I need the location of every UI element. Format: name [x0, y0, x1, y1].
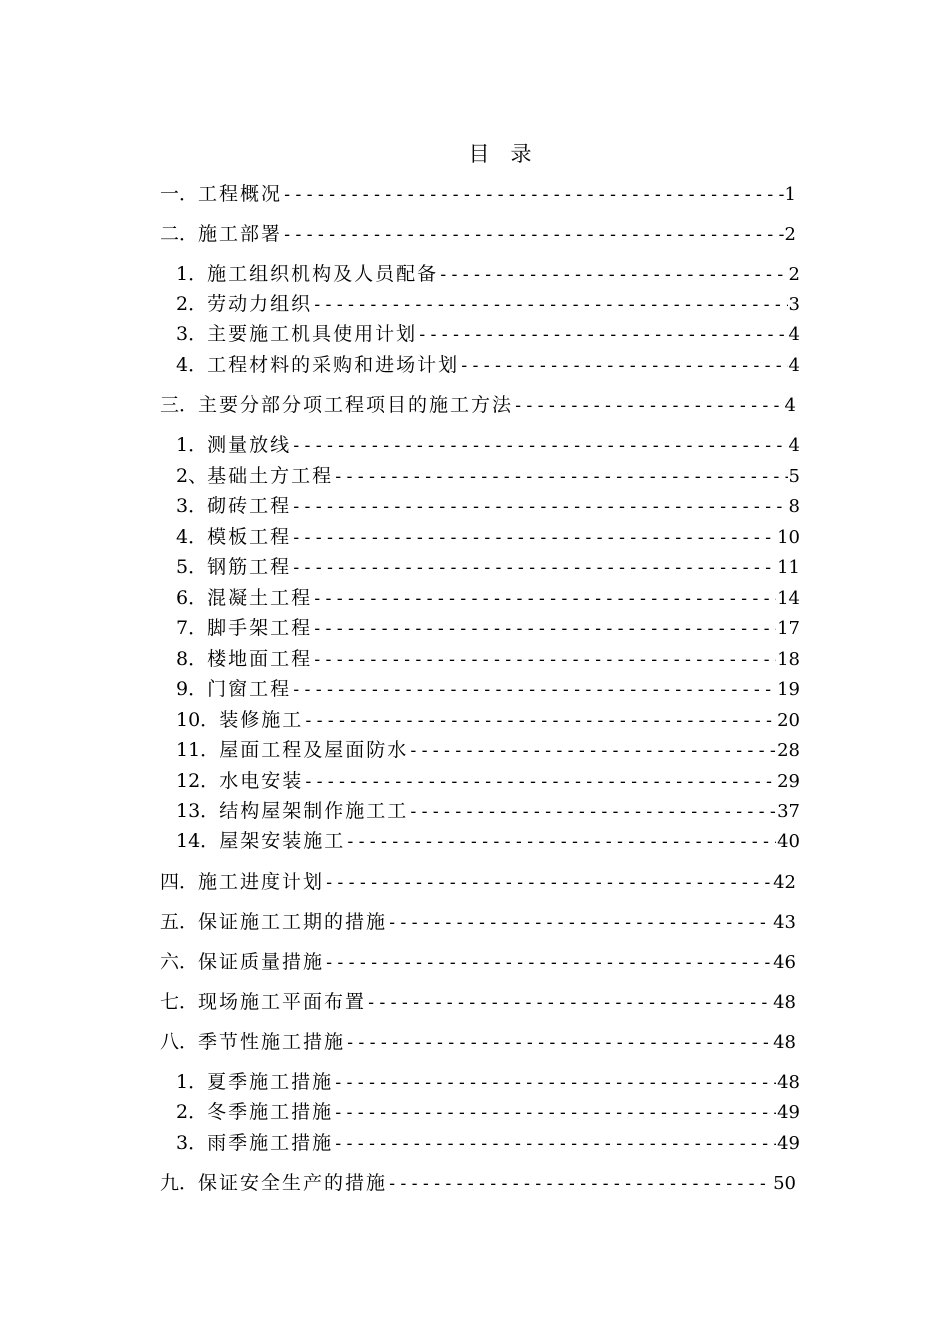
toc-dot-leader [312, 585, 776, 613]
toc-page-number: 50 [773, 1173, 796, 1194]
toc-entry-title: 混凝土工程 [207, 587, 313, 609]
toc-entry-number: 1． [176, 1071, 208, 1093]
toc-page-number: 40 [777, 831, 800, 852]
toc-entry[interactable] [176, 290, 800, 318]
toc-page-number: 19 [777, 679, 800, 700]
toc-entry[interactable] [160, 180, 796, 208]
toc-entry-number: 2、 [176, 465, 208, 487]
toc-entry-title: 保证质量措施 [198, 951, 325, 973]
toc-entry-title: 楼地面工程 [207, 648, 313, 670]
toc-entry[interactable] [160, 948, 796, 976]
toc-entry-title: 保证安全生产的措施 [198, 1172, 388, 1194]
toc-entry[interactable] [160, 868, 796, 896]
toc-entry-title: 工程概况 [198, 183, 283, 205]
toc-page-number: 29 [777, 771, 800, 792]
toc-entry[interactable] [176, 584, 800, 612]
toc-dot-leader [291, 524, 776, 552]
toc-dot-leader [387, 1170, 772, 1198]
toc-entry-title: 主要施工机具使用计划 [207, 323, 418, 345]
toc-entry-title: 施工进度计划 [198, 871, 325, 893]
toc-entry-number: 13． [176, 800, 220, 822]
toc-entry-title: 钢筋工程 [207, 556, 292, 578]
toc-entry-number: 一． [160, 183, 199, 205]
toc-page-number: 8 [788, 496, 800, 517]
toc-entry-number: 12． [176, 770, 220, 792]
toc-page-number: 18 [777, 649, 800, 670]
toc-entry[interactable] [160, 391, 796, 419]
toc-dot-leader [408, 798, 776, 826]
toc-entry[interactable] [176, 675, 800, 703]
toc-entry[interactable] [160, 908, 796, 936]
toc-page-number: 48 [777, 1072, 800, 1093]
toc-entry[interactable] [176, 767, 800, 795]
toc-entry-number: 3． [176, 323, 208, 345]
toc-dot-leader [333, 1069, 776, 1097]
toc-entry-title: 雨季施工措施 [207, 1132, 334, 1154]
toc-dot-leader [459, 352, 787, 380]
toc-entry-title: 季节性施工措施 [198, 1031, 346, 1053]
toc-dot-leader [312, 615, 776, 643]
toc-entry[interactable] [176, 553, 800, 581]
toc-entry[interactable] [176, 462, 800, 490]
toc-entry[interactable] [176, 645, 800, 673]
toc-entry[interactable] [176, 431, 800, 459]
toc-entry-title: 施工部署 [198, 223, 283, 245]
toc-entry[interactable] [176, 797, 800, 825]
toc-page-number: 48 [773, 992, 796, 1013]
toc-entry-number: 二． [160, 223, 199, 245]
toc-page-number: 43 [773, 912, 796, 933]
toc-entry-title: 测量放线 [207, 434, 292, 456]
toc-entry-title: 夏季施工措施 [207, 1071, 334, 1093]
toc-dot-leader [366, 989, 772, 1017]
toc-entry-number: 四． [160, 871, 199, 893]
toc-entry-number: 五． [160, 911, 199, 933]
toc-dot-leader [291, 493, 787, 521]
toc-entry-number: 3． [176, 1132, 208, 1154]
toc-page-number: 28 [777, 740, 800, 761]
toc-dot-leader [282, 181, 784, 209]
toc-dot-leader [312, 646, 776, 674]
toc-entry-title: 施工组织机构及人员配备 [207, 263, 439, 285]
toc-page-number: 20 [777, 710, 800, 731]
toc-dot-leader [312, 291, 787, 319]
toc-entry[interactable] [176, 827, 800, 855]
toc-dot-leader [438, 261, 787, 289]
toc-entry-title: 装修施工 [219, 709, 304, 731]
toc-entry-title: 保证施工工期的措施 [198, 911, 388, 933]
toc-dot-leader [333, 1130, 776, 1158]
toc-dot-leader [324, 869, 772, 897]
toc-dot-leader [282, 221, 784, 249]
toc-page-number: 4 [784, 395, 796, 416]
toc-page-number: 2 [788, 264, 800, 285]
toc-entry-number: 2． [176, 1101, 208, 1123]
toc-entry[interactable] [176, 736, 800, 764]
toc-entry[interactable] [176, 260, 800, 288]
toc-dot-leader [513, 392, 784, 420]
toc-page-number: 37 [777, 801, 800, 822]
toc-dot-leader [291, 432, 787, 460]
toc-page-number: 3 [788, 294, 800, 315]
toc-dot-leader [333, 463, 787, 491]
toc-dot-leader [303, 768, 776, 796]
toc-entry-title: 结构屋架制作施工工 [219, 800, 409, 822]
toc-page-number: 10 [777, 527, 800, 548]
toc-entry-number: 6． [176, 587, 208, 609]
toc-entry-title: 脚手架工程 [207, 617, 313, 639]
toc-entry-number: 六． [160, 951, 199, 973]
toc-dot-leader [345, 828, 776, 856]
toc-entry-number: 1． [176, 434, 208, 456]
toc-entry-title: 模板工程 [207, 526, 292, 548]
toc-entry-number: 1． [176, 263, 208, 285]
toc-entry-number: 4． [176, 354, 208, 376]
toc-entry-title: 门窗工程 [207, 678, 292, 700]
toc-page-number: 2 [784, 224, 796, 245]
toc-entry[interactable] [176, 1068, 800, 1096]
toc-dot-leader [324, 949, 772, 977]
toc-entry[interactable] [176, 523, 800, 551]
toc-entry-number: 9． [176, 678, 208, 700]
toc-entry-number: 5． [176, 556, 208, 578]
toc-entry[interactable] [176, 706, 800, 734]
toc-entry[interactable] [160, 1028, 796, 1056]
toc-entry-number: 8． [176, 648, 208, 670]
toc-entry[interactable] [176, 351, 800, 379]
toc-entry-number: 八． [160, 1031, 199, 1053]
toc-page-number: 49 [777, 1102, 800, 1123]
toc-entry[interactable] [176, 320, 800, 348]
page-title: 目 录 [468, 142, 532, 166]
toc-entry-number: 七． [160, 991, 199, 1013]
toc-page-number: 48 [773, 1032, 796, 1053]
toc-entry-number: 2． [176, 293, 208, 315]
toc-entry[interactable] [176, 1098, 800, 1126]
toc-entry-title: 工程材料的采购和进场计划 [207, 354, 460, 376]
toc-entry-title: 基础土方工程 [207, 465, 334, 487]
toc-dot-leader [303, 707, 776, 735]
toc-entry-number: 4． [176, 526, 208, 548]
toc-page-number: 11 [777, 557, 800, 578]
toc-entry-title: 屋架安装施工 [219, 830, 346, 852]
toc-entry-number: 7． [176, 617, 208, 639]
toc-entry-title: 砌砖工程 [207, 495, 292, 517]
toc-entry-number: 14． [176, 830, 220, 852]
toc-entry-title: 现场施工平面布置 [198, 991, 367, 1013]
toc-dot-leader [387, 909, 772, 937]
toc-entry-number: 11． [176, 739, 220, 761]
toc-entry-number: 3． [176, 495, 208, 517]
toc-dot-leader [291, 676, 776, 704]
toc-dot-leader [417, 321, 787, 349]
toc-page-number: 14 [777, 588, 800, 609]
toc-page-number: 1 [784, 184, 796, 205]
toc-page-number: 5 [788, 466, 800, 487]
toc-page-number: 46 [773, 952, 796, 973]
toc-dot-leader [345, 1029, 772, 1057]
toc-entry[interactable] [176, 614, 800, 642]
toc-page-number: 17 [777, 618, 800, 639]
toc-entry-title: 主要分部分项工程项目的施工方法 [198, 394, 514, 416]
toc-entry[interactable] [160, 1169, 796, 1197]
toc-entry[interactable] [176, 1129, 800, 1157]
toc-entry-title: 劳动力组织 [207, 293, 313, 315]
toc-entry-title: 屋面工程及屋面防水 [219, 739, 409, 761]
toc-entry-title: 冬季施工措施 [207, 1101, 334, 1123]
toc-entry[interactable] [160, 220, 796, 248]
toc-page-number: 4 [788, 435, 800, 456]
toc-page-number: 49 [777, 1133, 800, 1154]
toc-page-number: 4 [788, 355, 800, 376]
toc-entry-title: 水电安装 [219, 770, 304, 792]
toc-dot-leader [408, 737, 776, 765]
toc-dot-leader [291, 554, 776, 582]
toc-entry-number: 九． [160, 1172, 199, 1194]
toc-page-number: 4 [788, 324, 800, 345]
toc-entry-number: 10． [176, 709, 220, 731]
toc-entry[interactable] [160, 988, 796, 1016]
toc-entry[interactable] [176, 492, 800, 520]
toc-page-number: 42 [773, 872, 796, 893]
toc-dot-leader [333, 1099, 776, 1127]
toc-entry-number: 三． [160, 394, 199, 416]
